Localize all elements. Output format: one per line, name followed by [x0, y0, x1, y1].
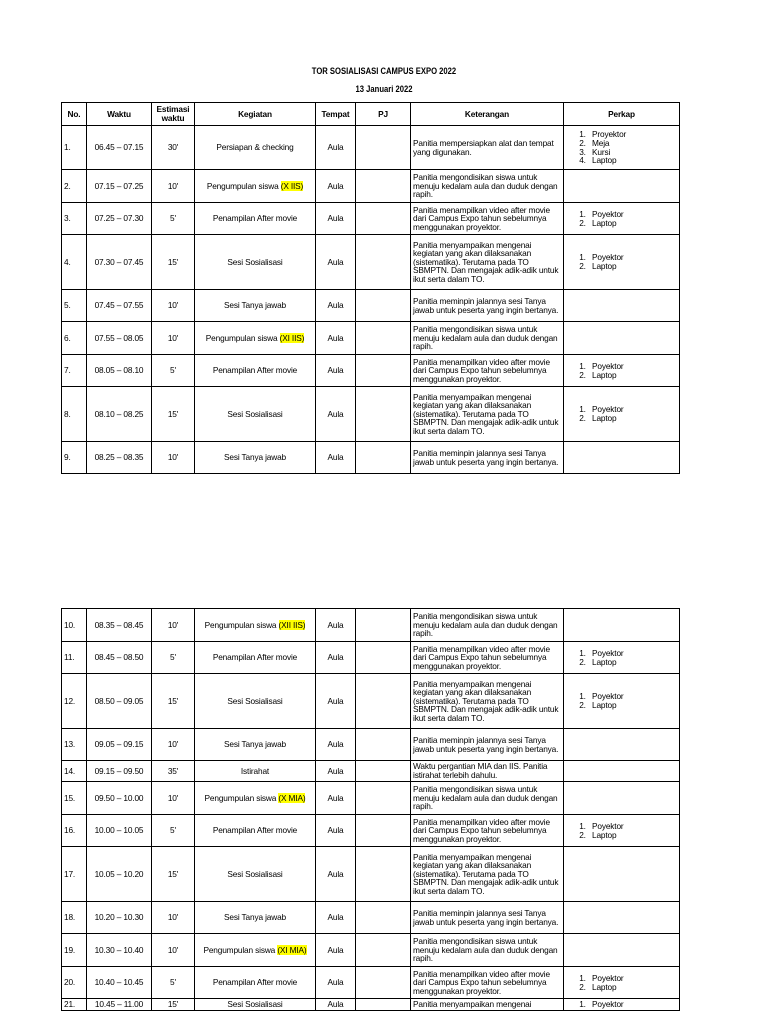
cell-estimasi: 15' — [152, 847, 195, 902]
kegiatan-text: Sesi Tanya jawab — [223, 452, 287, 463]
perkap-list — [566, 1000, 677, 1009]
perkap-item: 1. Poyektor — [588, 649, 677, 658]
perkap-item: 2. Laptop — [588, 983, 677, 992]
cell-perkap — [564, 355, 680, 387]
cell-no: 14. — [62, 761, 87, 782]
kegiatan-text: Pengumpulan siswa — [203, 944, 276, 955]
cell-tempat: Aula — [316, 642, 356, 674]
cell-estimasi: 15' — [152, 387, 195, 442]
cell-no: 13. — [62, 729, 87, 761]
cell-kegiatan — [195, 847, 316, 902]
kegiatan-text: Penampilan After movie — [212, 825, 298, 836]
header-waktu: Waktu — [87, 103, 152, 126]
perkap-item: 1. Poyektor — [588, 974, 677, 983]
cell-kegiatan — [195, 442, 316, 474]
cell-no: 2. — [62, 170, 87, 203]
kegiatan-class-highlight: (XII IIS) — [278, 619, 306, 630]
cell-pj — [356, 642, 411, 674]
cell-pj — [356, 203, 411, 235]
kegiatan-text: Sesi Sosialisasi — [227, 256, 283, 267]
kegiatan-text: Sesi Sosialisasi — [227, 695, 283, 706]
header-estimasi: Estimasi waktu — [152, 103, 195, 126]
kegiatan-text: Sesi Sosialisasi — [227, 408, 283, 419]
perkap-item: 2. Laptop — [588, 658, 677, 667]
cell-kegiatan — [195, 322, 316, 355]
table-row — [62, 815, 680, 847]
perkap-list — [566, 253, 677, 270]
kegiatan-text: Sesi Tanya jawab — [223, 912, 287, 923]
cell-tempat: Aula — [316, 815, 356, 847]
cell-no: 20. — [62, 967, 87, 999]
cell-kegiatan — [195, 729, 316, 761]
cell-pj — [356, 442, 411, 474]
cell-waktu: 08.05 – 08.10 — [87, 355, 152, 387]
perkap-item: 2. Laptop — [588, 262, 677, 271]
cell-pj — [356, 934, 411, 967]
cell-kegiatan — [195, 387, 316, 442]
perkap-item: 1. Poyektor — [588, 692, 677, 701]
perkap-item: 1. Proyektor — [588, 130, 677, 139]
kegiatan-text: Penampilan After movie — [212, 977, 298, 988]
table-row — [62, 235, 680, 290]
cell-estimasi: 10' — [152, 934, 195, 967]
cell-waktu: 07.25 – 07.30 — [87, 203, 152, 235]
cell-perkap — [564, 815, 680, 847]
table-row — [62, 902, 680, 934]
kegiatan-class-highlight: (X MIA) — [278, 792, 306, 803]
cell-waktu: 07.55 – 08.05 — [87, 322, 152, 355]
cell-perkap — [564, 609, 680, 642]
cell-estimasi: 10' — [152, 902, 195, 934]
cell-perkap — [564, 290, 680, 322]
table-row — [62, 729, 680, 761]
cell-kegiatan — [195, 815, 316, 847]
cell-estimasi: 15' — [152, 235, 195, 290]
cell-perkap — [564, 387, 680, 442]
perkap-item: 1. Poyektor — [588, 362, 677, 371]
cell-no: 6. — [62, 322, 87, 355]
kegiatan-text: Penampilan After movie — [212, 365, 298, 376]
cell-estimasi: 10' — [152, 290, 195, 322]
cell-pj — [356, 235, 411, 290]
cell-waktu: 08.25 – 08.35 — [87, 442, 152, 474]
perkap-item: 2. Laptop — [588, 219, 677, 228]
cell-kegiatan — [195, 674, 316, 729]
table-row — [62, 355, 680, 387]
cell-estimasi: 30' — [152, 126, 195, 170]
cell-pj — [356, 847, 411, 902]
kegiatan-text: Penampilan After movie — [212, 213, 298, 224]
cell-no: 3. — [62, 203, 87, 235]
cell-tempat: Aula — [316, 203, 356, 235]
cell-no: 16. — [62, 815, 87, 847]
cell-pj — [356, 609, 411, 642]
perkap-item: 2. Laptop — [588, 371, 677, 380]
cell-perkap — [564, 442, 680, 474]
cell-waktu: 10.45 – 11.00 — [87, 999, 152, 1011]
table-row — [62, 761, 680, 782]
kegiatan-text: Sesi Sosialisasi — [227, 868, 283, 879]
cell-no: 17. — [62, 847, 87, 902]
cell-kegiatan — [195, 999, 316, 1011]
cell-waktu: 08.45 – 08.50 — [87, 642, 152, 674]
perkap-list — [566, 974, 677, 991]
cell-keterangan: Panitia menyampaikan mengenai kegiatan yang akan dilaksanakan (sistematika). Terutama pada TO SBMPTN. Dan mengajak adik-adik untuk ikut serta dalam TO. — [411, 387, 564, 442]
schedule-table-page-2 — [61, 608, 680, 1011]
perkap-list — [566, 649, 677, 666]
cell-no: 15. — [62, 782, 87, 815]
cell-pj — [356, 290, 411, 322]
cell-keterangan: Panitia meminpin jalannya sesi Tanya jawab untuk peserta yang ingin bertanya. — [411, 902, 564, 934]
cell-waktu: 09.05 – 09.15 — [87, 729, 152, 761]
cell-keterangan: Panitia mengondisikan siswa untuk menuju kedalam aula dan duduk dengan rapih. — [411, 934, 564, 967]
cell-perkap — [564, 203, 680, 235]
perkap-list — [566, 822, 677, 839]
cell-pj — [356, 355, 411, 387]
kegiatan-text: Sesi Sosialisasi — [227, 999, 283, 1010]
kegiatan-text: Pengumpulan siswa — [204, 619, 277, 630]
cell-perkap — [564, 235, 680, 290]
cell-pj — [356, 967, 411, 999]
header-no: No. — [62, 103, 87, 126]
cell-no: 8. — [62, 387, 87, 442]
cell-estimasi: 5' — [152, 203, 195, 235]
table-row — [62, 999, 680, 1011]
cell-perkap — [564, 782, 680, 815]
cell-pj — [356, 387, 411, 442]
cell-no: 11. — [62, 642, 87, 674]
cell-pj — [356, 170, 411, 203]
header-keterangan: Keterangan — [411, 103, 564, 126]
table-row — [62, 203, 680, 235]
perkap-list — [566, 130, 677, 164]
cell-perkap — [564, 729, 680, 761]
cell-perkap — [564, 902, 680, 934]
table-row — [62, 782, 680, 815]
cell-tempat: Aula — [316, 126, 356, 170]
cell-kegiatan — [195, 609, 316, 642]
cell-tempat: Aula — [316, 290, 356, 322]
cell-keterangan: Panitia mengondisikan siswa untuk menuju kedalam aula dan duduk dengan rapih. — [411, 322, 564, 355]
cell-keterangan: Panitia meminpin jalannya sesi Tanya jawab untuk peserta yang ingin bertanya. — [411, 729, 564, 761]
kegiatan-text: Persiapan & checking — [216, 142, 294, 153]
cell-estimasi: 35' — [152, 761, 195, 782]
cell-estimasi: 5' — [152, 355, 195, 387]
cell-waktu: 08.35 – 08.45 — [87, 609, 152, 642]
perkap-item: 2. Meja — [588, 139, 677, 148]
cell-perkap — [564, 126, 680, 170]
cell-waktu: 10.40 – 10.45 — [87, 967, 152, 999]
cell-tempat: Aula — [316, 847, 356, 902]
cell-kegiatan — [195, 235, 316, 290]
perkap-list — [566, 405, 677, 422]
cell-keterangan: Panitia mengondisikan siswa untuk menuju kedalam aula dan duduk dengan rapih. — [411, 170, 564, 203]
cell-kegiatan — [195, 126, 316, 170]
cell-no: 7. — [62, 355, 87, 387]
cell-tempat: Aula — [316, 387, 356, 442]
cell-estimasi: 15' — [152, 674, 195, 729]
cell-tempat: Aula — [316, 235, 356, 290]
header-pj: PJ — [356, 103, 411, 126]
cell-keterangan: Panitia menyampaikan mengenai kegiatan yang akan dilaksanakan (sistematika). Terutama pada TO SBMPTN. Dan mengajak adik-adik untuk ikut serta dalam TO. — [411, 674, 564, 729]
cell-pj — [356, 322, 411, 355]
cell-keterangan: Panitia meminpin jalannya sesi Tanya jawab untuk peserta yang ingin bertanya. — [411, 290, 564, 322]
cell-no: 12. — [62, 674, 87, 729]
cell-pj — [356, 126, 411, 170]
perkap-item: 2. Laptop — [588, 414, 677, 423]
cell-kegiatan — [195, 761, 316, 782]
cell-pj — [356, 761, 411, 782]
schedule-table-page-1 — [61, 102, 680, 474]
kegiatan-text: Pengumpulan siswa — [206, 180, 279, 191]
cell-keterangan: Panitia mempersiapkan alat dan tempat yang digunakan. — [411, 126, 564, 170]
cell-no: 4. — [62, 235, 87, 290]
cell-no: 21. — [62, 999, 87, 1011]
cell-perkap — [564, 674, 680, 729]
perkap-list — [566, 210, 677, 227]
document-title: TOR SOSIALISASI CAMPUS EXPO 2022 — [311, 66, 457, 76]
cell-no: 19. — [62, 934, 87, 967]
kegiatan-class-highlight: (X IIS) — [280, 180, 304, 191]
cell-keterangan: Panitia menampilkan video after movie dari Campus Expo tahun sebelumnya menggunakan proyektor. — [411, 642, 564, 674]
cell-pj — [356, 902, 411, 934]
kegiatan-text: Penampilan After movie — [212, 652, 298, 663]
cell-tempat: Aula — [316, 902, 356, 934]
table-row — [62, 967, 680, 999]
header-perkap: Perkap — [564, 103, 680, 126]
header-kegiatan: Kegiatan — [195, 103, 316, 126]
cell-kegiatan — [195, 642, 316, 674]
table-row — [62, 674, 680, 729]
kegiatan-text: Pengumpulan siswa — [205, 332, 278, 343]
cell-no: 10. — [62, 609, 87, 642]
cell-no: 9. — [62, 442, 87, 474]
cell-waktu: 08.50 – 09.05 — [87, 674, 152, 729]
cell-tempat: Aula — [316, 322, 356, 355]
cell-waktu: 09.15 – 09.50 — [87, 761, 152, 782]
cell-waktu: 08.10 – 08.25 — [87, 387, 152, 442]
cell-kegiatan — [195, 902, 316, 934]
cell-tempat: Aula — [316, 782, 356, 815]
cell-tempat: Aula — [316, 355, 356, 387]
cell-tempat: Aula — [316, 967, 356, 999]
cell-keterangan: Panitia menampilkan video after movie dari Campus Expo tahun sebelumnya menggunakan proyektor. — [411, 967, 564, 999]
perkap-item: 2. Laptop — [588, 701, 677, 710]
cell-pj — [356, 815, 411, 847]
cell-no: 18. — [62, 902, 87, 934]
cell-keterangan: Panitia menampilkan video after movie dari Campus Expo tahun sebelumnya menggunakan proyektor. — [411, 203, 564, 235]
cell-tempat: Aula — [316, 170, 356, 203]
cell-keterangan: Waktu pergantian MIA dan IIS. Panitia istirahat terlebih dahulu. — [411, 761, 564, 782]
cell-estimasi: 10' — [152, 782, 195, 815]
cell-tempat: Aula — [316, 442, 356, 474]
cell-waktu: 07.15 – 07.25 — [87, 170, 152, 203]
cell-estimasi: 15' — [152, 999, 195, 1011]
kegiatan-text: Istirahat — [240, 765, 270, 776]
cell-perkap — [564, 642, 680, 674]
table-header-row — [62, 103, 680, 126]
cell-no: 5. — [62, 290, 87, 322]
cell-kegiatan — [195, 290, 316, 322]
cell-keterangan: Panitia menyampaikan mengenai kegiatan yang akan dilaksanakan (sistematika). Terutama pada TO SBMPTN. Dan mengajak adik-adik untuk ikut serta dalam TO. — [411, 847, 564, 902]
cell-perkap — [564, 967, 680, 999]
cell-kegiatan — [195, 934, 316, 967]
cell-kegiatan — [195, 782, 316, 815]
cell-estimasi: 10' — [152, 609, 195, 642]
kegiatan-text: Sesi Tanya jawab — [223, 300, 287, 311]
kegiatan-class-highlight: (XI MIA) — [277, 944, 307, 955]
perkap-item: 2. Laptop — [588, 831, 677, 840]
cell-kegiatan — [195, 355, 316, 387]
cell-pj — [356, 674, 411, 729]
table-row — [62, 934, 680, 967]
table-row — [62, 126, 680, 170]
cell-perkap — [564, 847, 680, 902]
cell-tempat: Aula — [316, 729, 356, 761]
perkap-item: 1. Poyektor — [588, 253, 677, 262]
header-tempat: Tempat — [316, 103, 356, 126]
table-row — [62, 642, 680, 674]
cell-perkap — [564, 322, 680, 355]
perkap-item: 1. Poyektor — [588, 210, 677, 219]
cell-estimasi: 5' — [152, 815, 195, 847]
perkap-item: 1. Poyektor — [588, 822, 677, 831]
table-row — [62, 387, 680, 442]
cell-no: 1. — [62, 126, 87, 170]
cell-estimasi: 5' — [152, 967, 195, 999]
cell-kegiatan — [195, 170, 316, 203]
kegiatan-class-highlight: (XI IIS) — [279, 332, 305, 343]
kegiatan-text: Sesi Tanya jawab — [223, 739, 287, 750]
cell-estimasi: 10' — [152, 442, 195, 474]
cell-perkap — [564, 170, 680, 203]
cell-waktu: 06.45 – 07.15 — [87, 126, 152, 170]
cell-estimasi: 10' — [152, 170, 195, 203]
cell-keterangan: Panitia menampilkan video after movie dari Campus Expo tahun sebelumnya menggunakan proyektor. — [411, 355, 564, 387]
cell-waktu: 09.50 – 10.00 — [87, 782, 152, 815]
table-row — [62, 847, 680, 902]
cell-keterangan: Panitia meminpin jalannya sesi Tanya jawab untuk peserta yang ingin bertanya. — [411, 442, 564, 474]
cell-estimasi: 10' — [152, 729, 195, 761]
cell-waktu: 07.45 – 07.55 — [87, 290, 152, 322]
cell-tempat: Aula — [316, 934, 356, 967]
cell-tempat: Aula — [316, 609, 356, 642]
cell-tempat: Aula — [316, 674, 356, 729]
kegiatan-text: Pengumpulan siswa — [204, 792, 277, 803]
table-row — [62, 609, 680, 642]
table-row — [62, 322, 680, 355]
cell-keterangan: Panitia mengondisikan siswa untuk menuju kedalam aula dan duduk dengan rapih. — [411, 782, 564, 815]
cell-waktu: 10.30 – 10.40 — [87, 934, 152, 967]
cell-tempat: Aula — [316, 999, 356, 1011]
cell-keterangan: Panitia menyampaikan mengenai — [411, 999, 564, 1011]
cell-perkap — [564, 934, 680, 967]
cell-keterangan: Panitia mengondisikan siswa untuk menuju kedalam aula dan duduk dengan rapih. — [411, 609, 564, 642]
perkap-list — [566, 362, 677, 379]
cell-pj — [356, 782, 411, 815]
perkap-item: 3. Kursi — [588, 148, 677, 157]
cell-estimasi: 5' — [152, 642, 195, 674]
cell-kegiatan — [195, 967, 316, 999]
table-row — [62, 170, 680, 203]
document-date: 13 Januari 2022 — [355, 84, 413, 94]
table-row — [62, 442, 680, 474]
perkap-item: 4. Laptop — [588, 156, 677, 165]
perkap-list — [566, 692, 677, 709]
cell-waktu: 07.30 – 07.45 — [87, 235, 152, 290]
cell-keterangan: Panitia menampilkan video after movie dari Campus Expo tahun sebelumnya menggunakan proyektor. — [411, 815, 564, 847]
cell-waktu: 10.05 – 10.20 — [87, 847, 152, 902]
perkap-item: 1. Poyektor — [588, 1000, 677, 1009]
cell-perkap — [564, 999, 680, 1011]
cell-tempat: Aula — [316, 761, 356, 782]
cell-perkap — [564, 761, 680, 782]
cell-estimasi: 10' — [152, 322, 195, 355]
table-row — [62, 290, 680, 322]
cell-keterangan: Panitia menyampaikan mengenai kegiatan yang akan dilaksanakan (sistematika). Terutama pada TO SBMPTN. Dan mengajak adik-adik untuk ikut serta dalam TO. — [411, 235, 564, 290]
cell-waktu: 10.00 – 10.05 — [87, 815, 152, 847]
cell-kegiatan — [195, 203, 316, 235]
perkap-item: 1. Poyektor — [588, 405, 677, 414]
cell-pj — [356, 729, 411, 761]
cell-waktu: 10.20 – 10.30 — [87, 902, 152, 934]
cell-pj — [356, 999, 411, 1011]
